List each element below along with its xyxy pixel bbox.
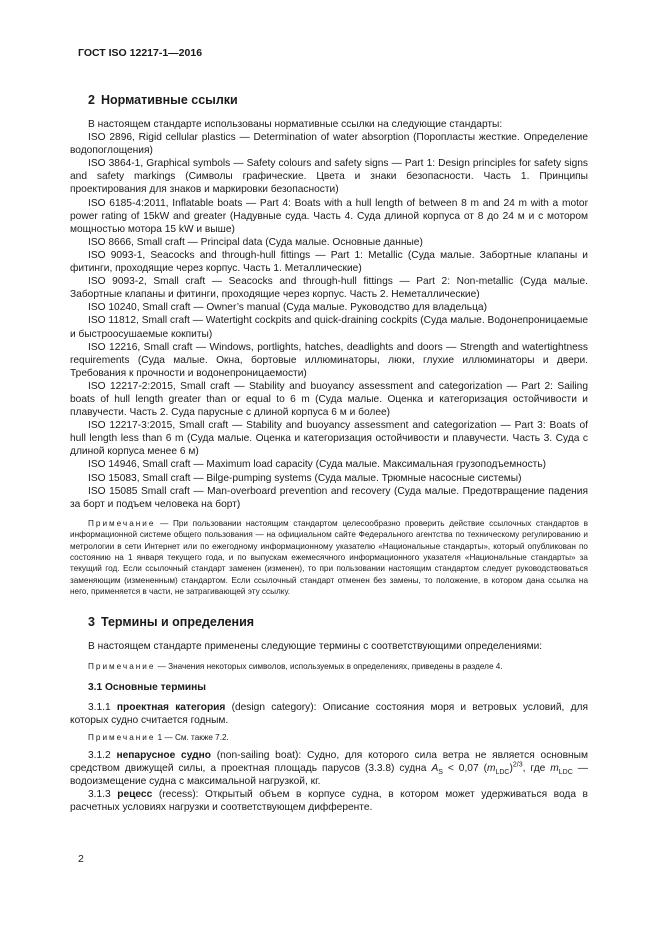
note-text: — Значения некоторых символов, используемых в определениях, приведены в разделе 4. [157, 661, 503, 671]
page-content [70, 92, 588, 814]
term-name: рецесс [117, 789, 153, 801]
reference-item: ISO 3864-1, Graphical symbols — Safety colours and safety signs — Part 1: Design principles for safety signs and safety markings (Символы графические. Цвета и знаки безопасности. Часть 1. Принципы проектирования для знаков и маркировки безопасности) [70, 158, 588, 196]
section-number: 3 [88, 614, 95, 629]
symbol-m: m [486, 762, 496, 774]
definitions-note [70, 661, 588, 672]
section-intro: В настоящем стандарте использованы нормативные ссылки на следующие стандарты: [88, 119, 503, 130]
symbol-m: m [550, 762, 559, 774]
page-number: 2 [78, 853, 84, 865]
reference-item: ISO 2896, Rigid cellular plastics — Determination of water absorption (Поропласты жесткие. Определение водопоглощения) [70, 132, 588, 157]
subsection-heading: 3.1 Основные термины [88, 682, 206, 694]
term-definition: (recess): Открытый объем в корпусе судна, в котором может удерживаться вода в расчетных условиях нагрузки и соответствующем дифференте. [70, 789, 588, 814]
term-name: проектная категория [116, 702, 226, 714]
section-number: 2 [88, 93, 95, 107]
note-text: — При пользовании настоящим стандартом целесообразно проверить действие ссылочных стандартов в информационной системе общего пользования — на официальном сайте Федерального агентства по техническому регулированию и метрологии в сети Интернет или по ежегодному информационному указателю «Национальные стандарты», который опубликован по состоянию на 1 января текущего года, и по выпускам ежемесячного информационного указателя «Национальные стандарты» за текущий год. Если ссылочный стандарт заменен (изменен), то при пользовании настоящим стандартом следует руководствоваться заменяющим (измененным) стандартом. Если ссылочный стандарт отменен без замены, то положение, в котором дана ссылка на него, применяется в части, не затрагивающей эту ссылку. [70, 518, 588, 597]
reference-item: ISO 6185-4:2011, Inflatable boats — Part 4: Boats with a hull length of between 8 m and 24 m with a motor power rating of 15kW and greater (Надувные суда. Часть 4. Суда длиной корпуса от 8 до 24 м и с мотором мощностью мотора 15 kW и выше) [70, 197, 588, 235]
subscript-ldc: LDC [495, 768, 510, 776]
term-note [70, 732, 588, 743]
term-3-1-1 [70, 701, 588, 727]
reference-item: ISO 9093-2, Small craft — Seacocks and through-hull fittings — Part 2: Non-metallic (Суда малые. Забортные клапаны и фитинги, проходящие через корпус. Часть 2. Неметаллические) [70, 276, 588, 301]
reference-item: ISO 9093-1, Seacocks and through-hull fittings — Part 1: Metallic (Суда малые. Забортные клапаны и фитинги, проходящие через корпус. Часть 1. Металлические) [70, 249, 588, 275]
term-definition-end: — водоизмещение судна с максимальной нагрузкой, кг. [70, 762, 588, 787]
reference-note [70, 518, 588, 598]
term-name: непарусное судно [116, 749, 211, 761]
formula-part: < 0,07 ( [447, 762, 487, 774]
note-label: Примечание [88, 518, 156, 528]
note-label: Примечание [88, 733, 156, 743]
symbol-a: A [431, 762, 439, 774]
formula-part: ) [509, 762, 513, 774]
term-number: 3.1.3 [88, 789, 111, 801]
section-2-heading [88, 92, 588, 108]
formula-part: , где [522, 762, 546, 774]
term-definition: (non-sailing boat): Судно, для которого сила ветра не является основным средством движущей силы, а проектная площадь парусов (3.3.8) судна [70, 749, 588, 774]
section-3-heading [88, 614, 588, 630]
reference-item: ISO 10240, Small craft — Owner’s manual (Суда малые. Руководство для владельца) [88, 302, 487, 314]
reference-item: ISO 12217-3:2015, Small craft — Stability and buoyancy assessment and categorization — Part 3: Boats of hull length less than 6 m (Суда малые. Оценка и категоризация остойчивости и плавучести. Часть 3. Суда с длиной корпуса менее 6 м) [70, 420, 588, 458]
note-text: 1 — См. также 7.2. [157, 733, 229, 743]
reference-item: ISO 15085 Small craft — Man-overboard prevention and recovery (Суда малые. Предотвращение падения за борт и подъем человека на борт) [70, 485, 588, 510]
section-title: Нормативные ссылки [100, 93, 238, 107]
document-code: ГОСТ ISO 12217-1—2016 [78, 47, 203, 59]
section-3-body [70, 640, 588, 815]
reference-item: ISO 8666, Small craft — Principal data (Суда малые. Основные данные) [88, 236, 423, 248]
subscript-s: S [438, 768, 443, 776]
term-number: 3.1.1 [88, 702, 111, 714]
section-2-body [70, 118, 588, 598]
term-3-1-2 [70, 749, 588, 788]
reference-item: ISO 12217-2:2015, Small craft — Stability and buoyancy assessment and categorization — Part 2: Sailing boats of hull length greater than or equal to 6 m (Суда малые. Оценка и категоризация остойчивости и плавучести. Часть 2. Суда парусные с длиной корпуса 6 м и более) [70, 380, 588, 419]
reference-item: ISO 15083, Small craft — Bilge-pumping systems (Суда малые. Трюмные насосные системы) [88, 472, 522, 484]
term-definition: (design category): Описание состояния моря и ветровых условий, для которых судно считается годным. [70, 702, 588, 727]
reference-item: ISO 14946, Small craft — Maximum load capacity (Суда малые. Максимальная грузоподъемность) [88, 459, 547, 471]
term-number: 3.1.2 [88, 749, 111, 761]
exponent: 2/3 [512, 761, 523, 769]
subscript-ldc: LDC [558, 768, 573, 776]
section-title: Термины и определения [100, 614, 255, 629]
section-intro: В настоящем стандарте применены следующие термины с соответствующими определениями: [88, 640, 543, 652]
note-label: Примечание [88, 661, 156, 671]
reference-item: ISO 12216, Small craft — Windows, portlights, hatches, deadlights and doors — Strength and watertightness requirements (Суда малые. Окна, бортовые иллюминаторы, люки, глухие иллюминаторы и двери. Требования к прочности и водонепроницаемости) [70, 341, 588, 379]
reference-item: ISO 11812, Small craft — Watertight cockpits and quick-draining cockpits (Суда малые. Водонепроницаемые и быстроосушаемые кокпиты) [70, 315, 588, 340]
term-3-1-3 [70, 788, 588, 814]
